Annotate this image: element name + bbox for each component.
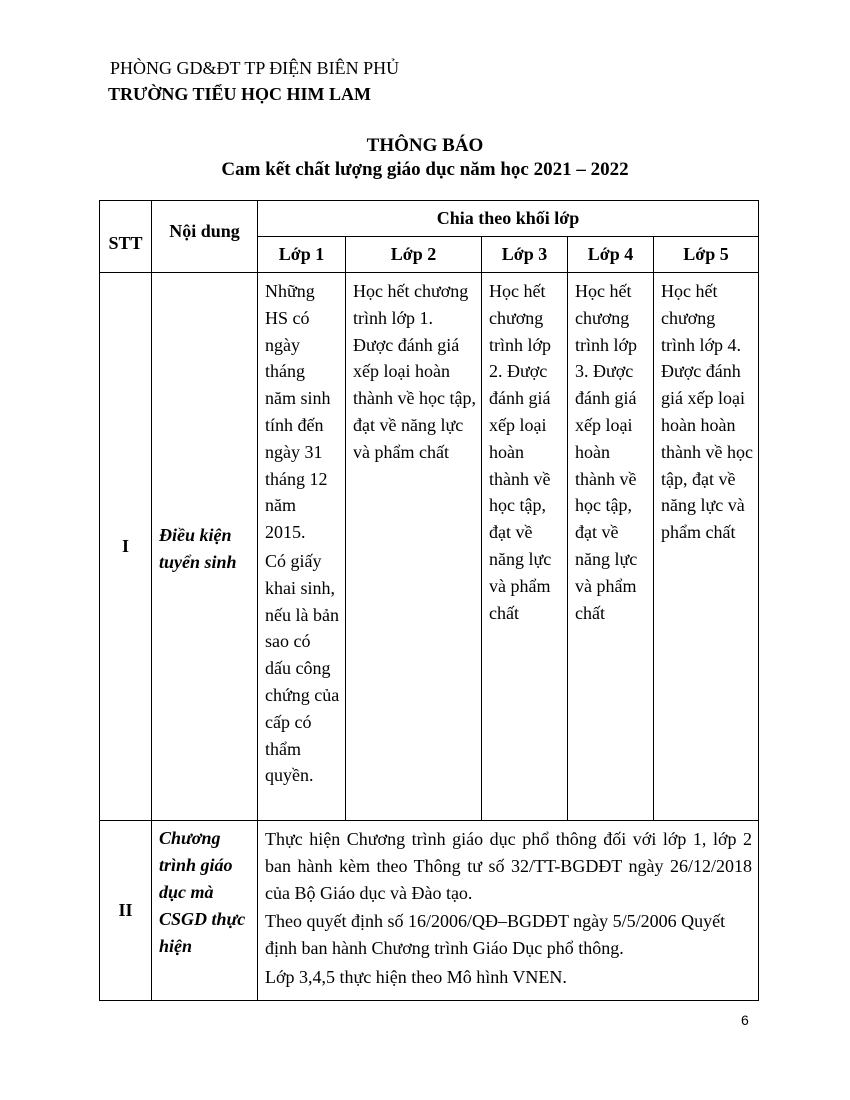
- row2-label-cell: [152, 821, 258, 1001]
- row2-label: Chương trình giáo dục mà CSGD thực hiện: [159, 828, 246, 956]
- header-grade-1: Lớp 1: [258, 237, 346, 273]
- header-grade-4: Lớp 4: [568, 237, 654, 273]
- table-row: [100, 273, 759, 821]
- header-stt: STT: [100, 201, 152, 273]
- row1-grade3-text: Học hết chương trình lớp 2. Được đánh giá xếp loại hoàn thành về học tập, đạt về năng lực và phẩm chất: [489, 281, 552, 623]
- department-name: PHÒNG GD&ĐT TP ĐIỆN BIÊN PHỦ: [110, 58, 400, 78]
- row1-grade1-cell: [258, 273, 346, 821]
- row1-grade5-text: Học hết chương trình lớp 4. Được đánh giá xếp loại hoàn hoàn thành về học tập, đạt về năng lực và phẩm chất: [661, 281, 753, 543]
- row1-grade1-docs: Có giấy khai sinh, nếu là bản sao có dấu công chứng của cấp có thẩm quyền.: [265, 550, 340, 786]
- row1-grade4-text: Học hết chương trình lớp 3. Được đánh giá xếp loại hoàn thành về học tập, đạt về năng lực và phẩm chất: [575, 281, 638, 623]
- row2-stt: II: [100, 821, 152, 1001]
- row2-decision-paragraph: Theo quyết định số 16/2006/QĐ–BGDĐT ngày 5/5/2006 Quyết định ban hành Chương trình Giáo Dục phổ thông.: [265, 911, 726, 959]
- header-grade-2: Lớp 2: [346, 237, 482, 273]
- row2-vnen-paragraph: Lớp 3,4,5 thực hiện theo Mô hình VNEN.: [265, 966, 567, 987]
- notice-subtitle: Cam kết chất lượng giáo dục năm học 2021 – 2022: [221, 159, 629, 180]
- table-header-row: [100, 201, 759, 237]
- row1-grade3-cell: [482, 273, 568, 821]
- row1-stt: I: [100, 273, 152, 821]
- row1-grade5-cell: [654, 273, 759, 821]
- notice-heading: [0, 134, 850, 182]
- row1-grade2-cell: [346, 273, 482, 821]
- row2-content-cell: [258, 821, 759, 1001]
- table-row: [100, 821, 759, 1001]
- school-name: TRƯỜNG TIỂU HỌC HIM LAM: [108, 84, 372, 104]
- row1-label: Điều kiện tuyển sinh: [159, 524, 237, 572]
- row1-grade4-cell: [568, 273, 654, 821]
- row1-grade1-age: Những HS có ngày tháng năm sinh tính đến ngày 31 tháng 12 năm 2015.: [265, 281, 331, 543]
- header-grade-group: Chia theo khối lớp: [258, 201, 759, 237]
- row1-label-cell: [152, 273, 258, 821]
- page-number: 6: [741, 1012, 749, 1028]
- notice-title: THÔNG BÁO: [366, 135, 484, 156]
- header-content: Nội dung: [152, 201, 258, 273]
- header-grade-5: Lớp 5: [654, 237, 759, 273]
- commitment-table: [99, 200, 759, 1001]
- header-grade-3: Lớp 3: [482, 237, 568, 273]
- row1-grade2-text: Học hết chương trình lớp 1. Được đánh giá xếp loại hoàn thành về học tập, đạt về năng lực và phẩm chất: [353, 281, 476, 462]
- row2-program-paragraph: Thực hiện Chương trình giáo dục phổ thông đối với lớp 1, lớp 2 ban hành kèm theo Thông tư số 32/TT-BGDĐT ngày 26/12/2018 của Bộ Giáo dục và Đào tạo.: [265, 829, 752, 903]
